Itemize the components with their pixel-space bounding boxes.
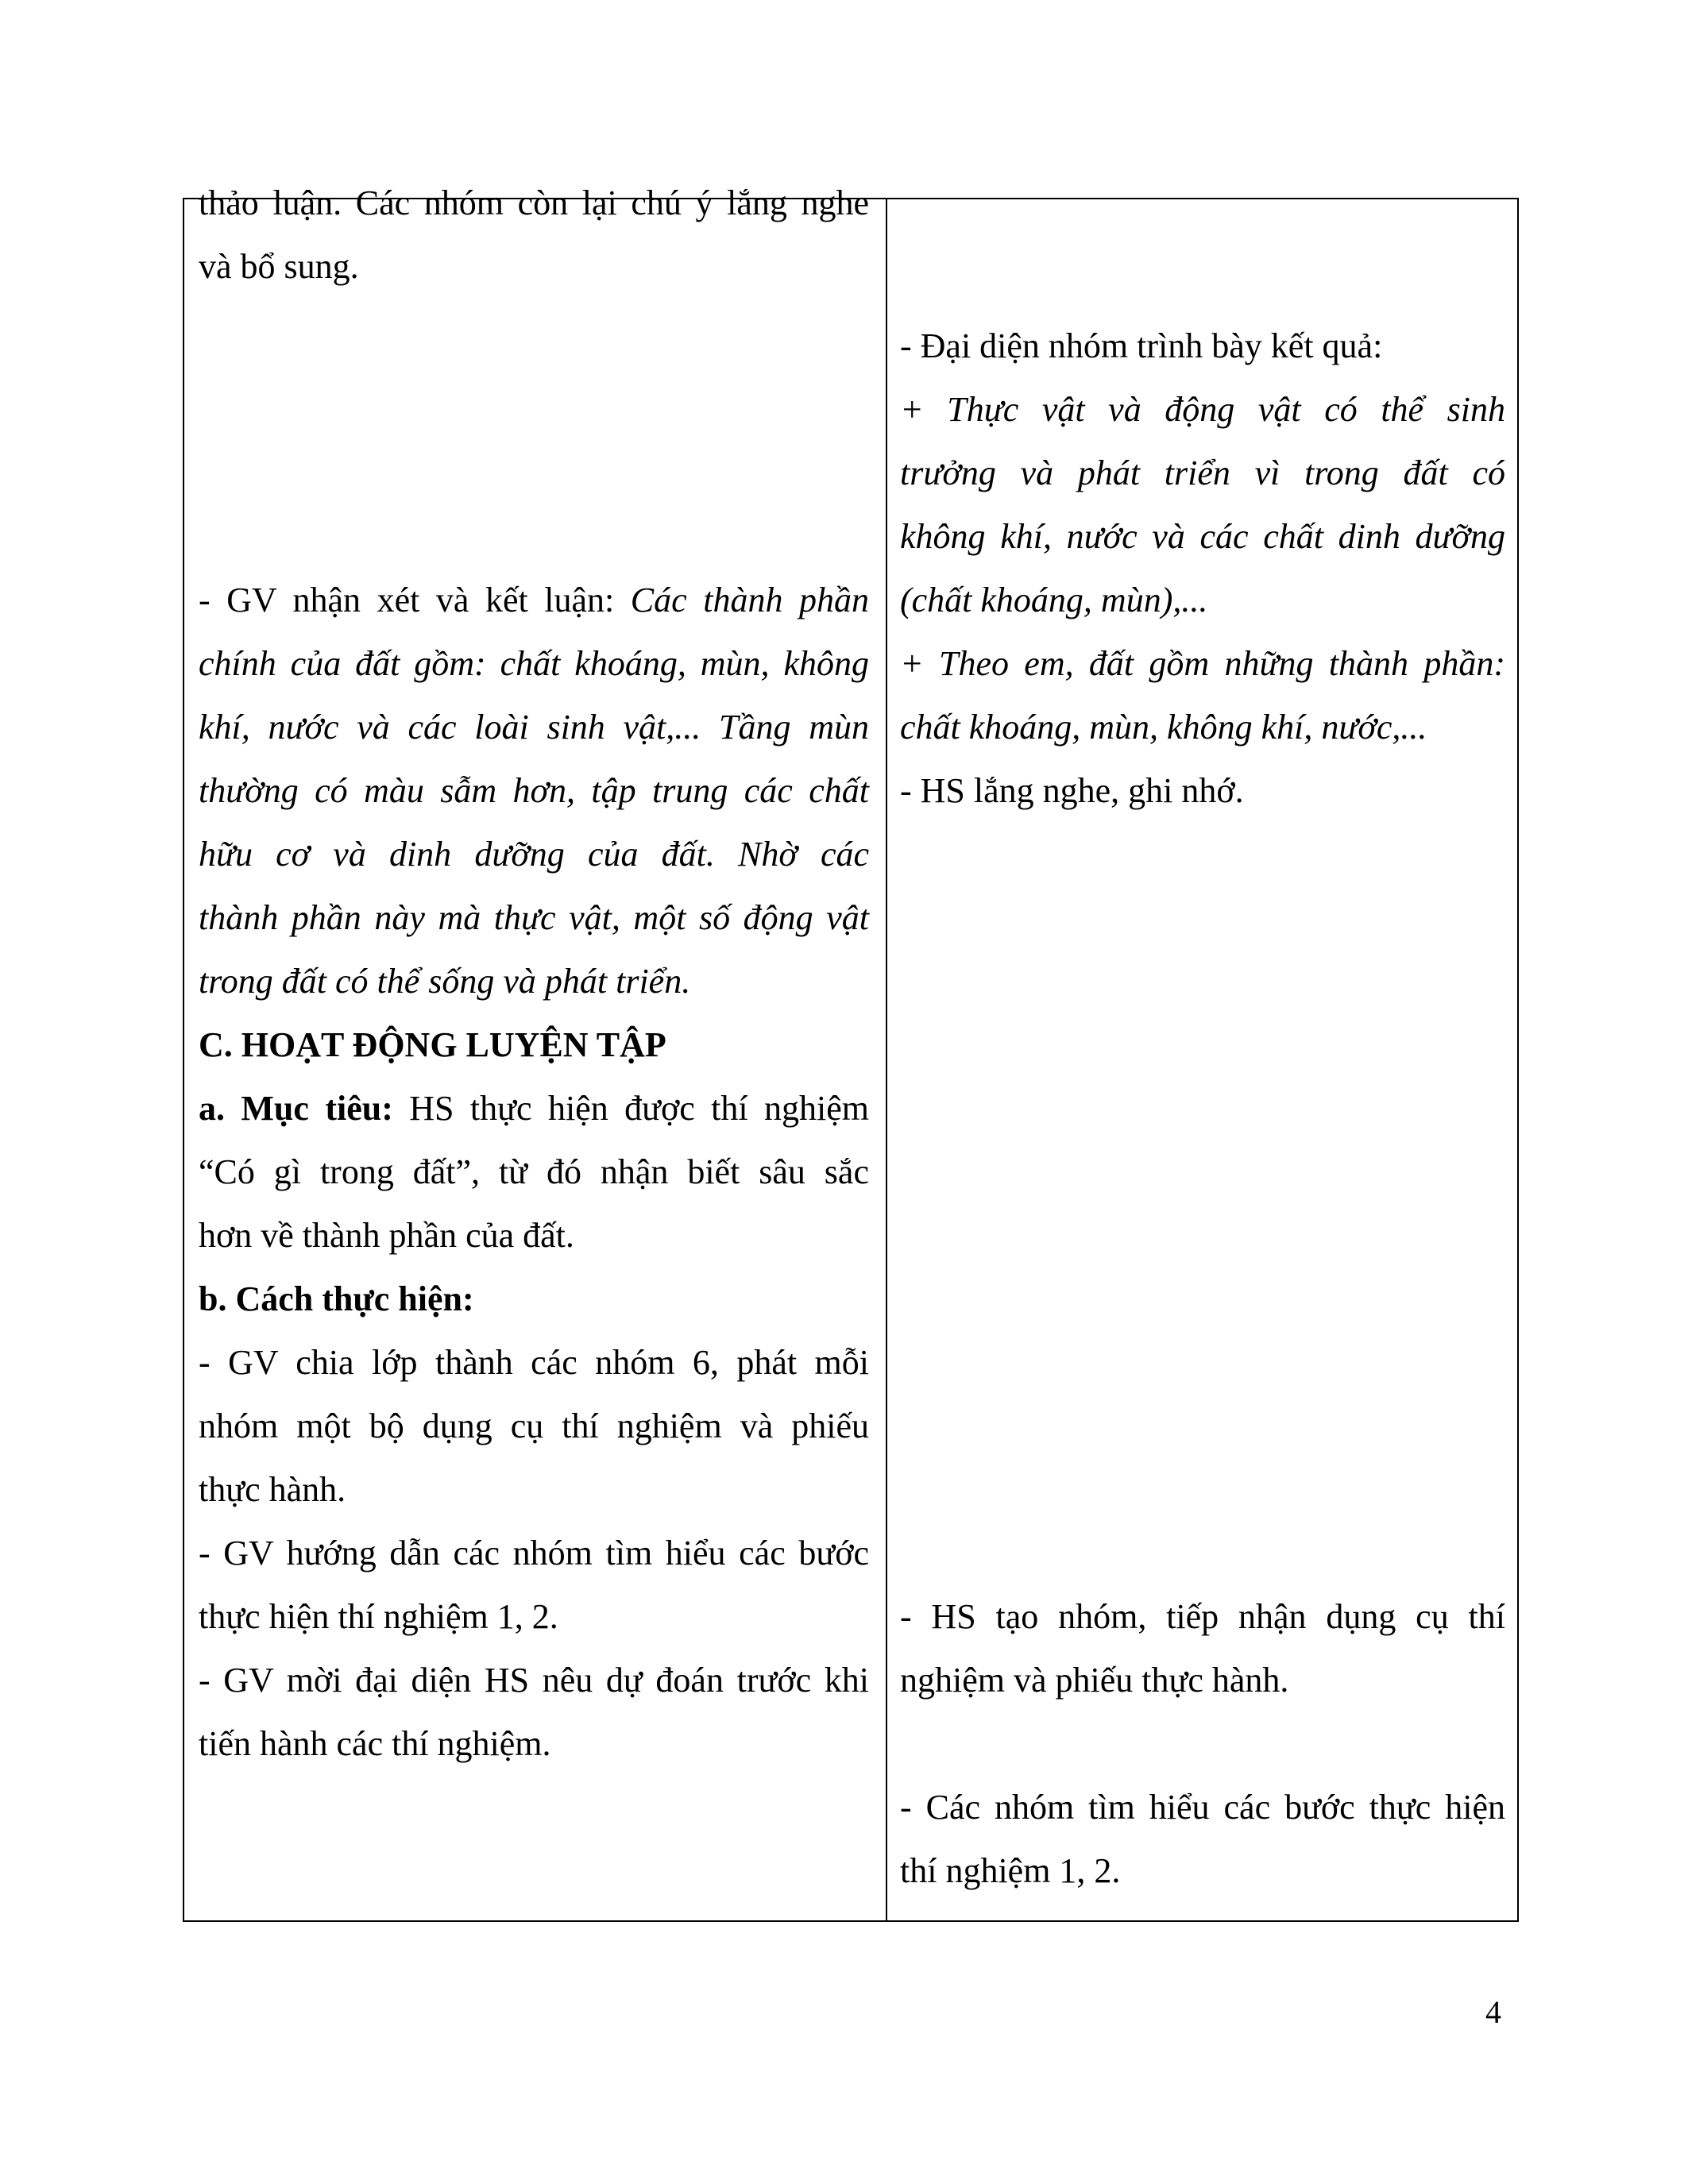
right-line: trưởng và phát triển vì trong đất có xyxy=(900,453,1505,492)
left-line: hữu cơ và dinh dưỡng của đất. Nhờ các xyxy=(199,835,869,874)
left-line-italic: Các thành phần xyxy=(630,581,869,619)
right-line: - Các nhóm tìm hiểu các bước thực hiện xyxy=(900,1788,1505,1827)
right-line: nghiệm và phiếu thực hành. xyxy=(900,1661,1289,1700)
right-line: + Thực vật và động vật có thể sinh xyxy=(900,390,1505,429)
left-line: trong đất có thể sống và phát triển. xyxy=(199,962,691,1001)
objective-label: a. Mục tiêu: xyxy=(199,1089,393,1128)
right-line: - HS tạo nhóm, tiếp nhận dụng cụ thí xyxy=(900,1597,1505,1636)
right-line: không khí, nước và các chất dinh dưỡng xyxy=(900,517,1505,556)
left-line: khí, nước và các loài sinh vật,... Tầng mùn xyxy=(199,708,869,747)
left-line-lead: - GV nhận xét và kết luận: xyxy=(199,581,631,619)
right-line: + Theo em, đất gồm những thành phần: xyxy=(900,644,1505,683)
left-line: thường có màu sẫm hơn, tập trung các chất xyxy=(199,771,869,810)
right-line: - HS lắng nghe, ghi nhớ. xyxy=(900,771,1244,810)
objective-text: HS thực hiện được thí nghiệm xyxy=(392,1089,869,1128)
left-line: hơn về thành phần của đất. xyxy=(199,1216,574,1255)
left-line xyxy=(199,580,869,621)
left-line: “Có gì trong đất”, từ đó nhận biết sâu sắc xyxy=(199,1152,869,1191)
right-line: (chất khoáng, mùn),... xyxy=(900,581,1208,619)
left-line: - GV hướng dẫn các nhóm tìm hiểu các bước xyxy=(199,1534,869,1572)
page-number: 4 xyxy=(1485,1994,1501,2030)
left-line: - GV chia lớp thành các nhóm 6, phát mỗi xyxy=(199,1343,869,1382)
left-line: thảo luận. Các nhóm còn lại chú ý lắng nghe xyxy=(199,183,869,222)
left-line: thành phần này mà thực vật, một số động vật xyxy=(199,898,869,937)
left-line: - GV mời đại diện HS nêu dự đoán trước khi xyxy=(199,1661,869,1700)
method-heading: b. Cách thực hiện: xyxy=(199,1279,474,1318)
column-divider xyxy=(886,199,887,1920)
left-line: thực hiện thí nghiệm 1, 2. xyxy=(199,1597,558,1636)
left-line: thực hành. xyxy=(199,1470,346,1509)
right-line: - Đại diện nhóm trình bày kết quả: xyxy=(900,326,1383,365)
right-line: chất khoáng, mùn, không khí, nước,... xyxy=(900,708,1427,747)
left-line xyxy=(199,1088,869,1129)
left-line: tiến hành các thí nghiệm. xyxy=(199,1724,551,1763)
left-line: và bổ sung. xyxy=(199,247,359,286)
right-line: thí nghiệm 1, 2. xyxy=(900,1851,1121,1890)
left-line: nhóm một bộ dụng cụ thí nghiệm và phiếu xyxy=(199,1406,869,1445)
section-heading: C. HOẠT ĐỘNG LUYỆN TẬP xyxy=(199,1025,666,1064)
left-line: chính của đất gồm: chất khoáng, mùn, không xyxy=(199,644,869,683)
